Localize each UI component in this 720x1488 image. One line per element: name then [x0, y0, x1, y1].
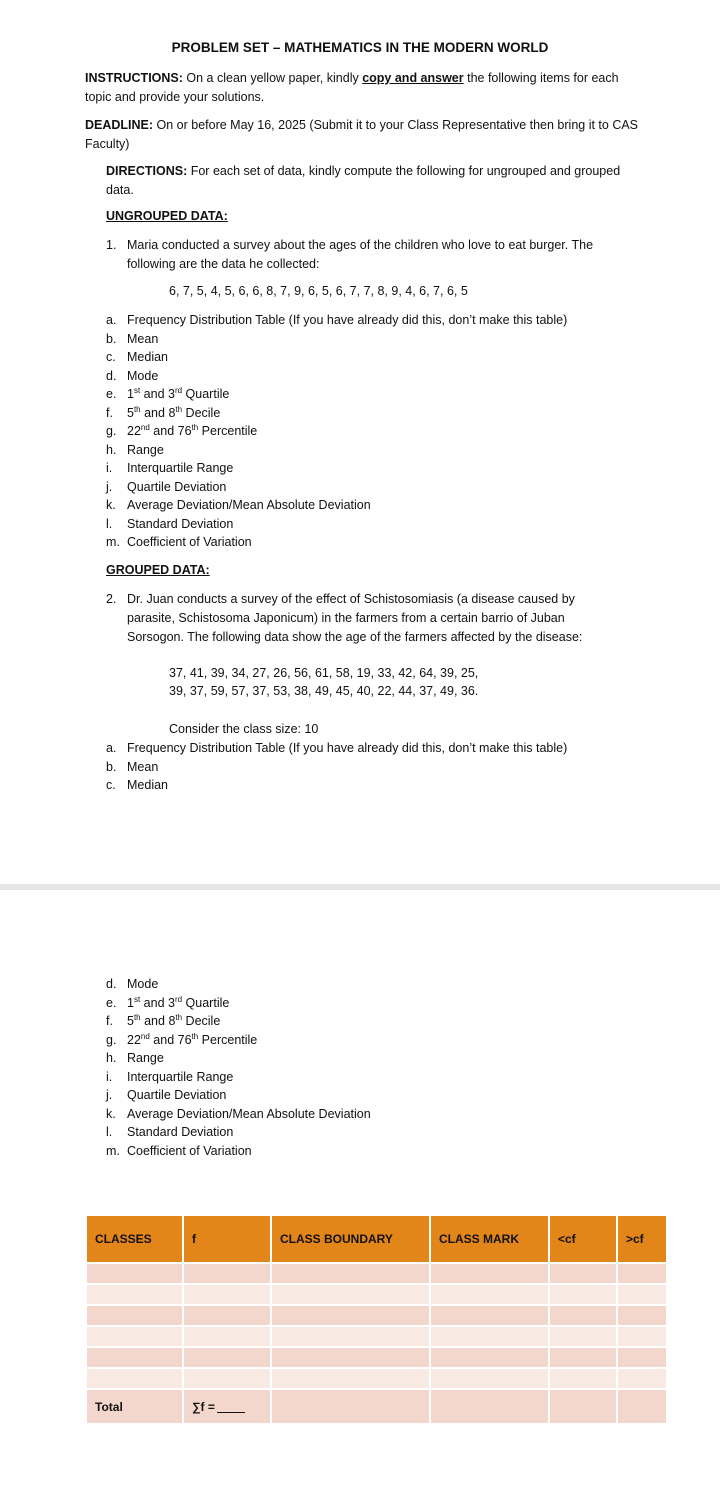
instructions-text-post: the following items for each topic and provide your solutions.: [85, 71, 619, 104]
deadline-paragraph: [85, 116, 645, 154]
header-class-boundary: CLASS BOUNDARY: [271, 1215, 430, 1263]
sum-f-blank[interactable]: [217, 1412, 245, 1413]
header-less-than-cf: <cf: [549, 1215, 617, 1263]
ungrouped-heading: UNGROUPED DATA:: [106, 209, 228, 223]
problem-1-number: 1.: [106, 238, 117, 252]
grouped-data-line-2: 39, 37, 59, 57, 37, 53, 38, 49, 45, 40, 22, 44, 37, 49, 36.: [169, 684, 479, 698]
problem-1: [106, 236, 626, 274]
directions-label: DIRECTIONS:: [106, 164, 188, 178]
problem-2: [106, 590, 601, 647]
sum-f-label: ∑f =: [192, 1399, 215, 1414]
header-frequency: f: [183, 1215, 271, 1263]
instructions-paragraph: [85, 69, 645, 107]
frequency-distribution-table: [85, 1214, 668, 1425]
page-1: PROBLEM SET – MATHEMATICS IN THE MODERN WORLD INSTRUCTIONS: On a clean yellow paper, kindly copy and answer the following items for each topic and provide your solutions. DEADLINE: On or before May 16, 2025 (Submit it to your Class Representative then bring it to CAS Faculty) DIRECTIONS: For each set of data, kindly compute the following for ungrouped and grouped data. UNGROUPED DATA: 1. Maria conducted a survey about the ages of the children who love to eat burger. The following are the data he collected: 6, 7, 5, 4, 5, 6, 6, 8, 7, 9, 6, 5, 6, 7, 7, 8, 9, 4, 6, 7, 6, 5 a. Frequency Distribution Table (If you have already did this, don’t make this table) b. Mean c. Median d. Mode e. 1st and 3rd Quartile f. 5th and 8th Decile g. 22nd and 76th Percentile h. Range i. Interquartile Range j. Quartile Deviation k. Average Deviation/Mean Absolute Deviation l. Standard Deviation m. Coefficient of Variation GROUPED DATA: 2. Dr. Juan conducts a survey of the effect of Schistosomiasis (a disease caused by parasite, Schistosoma Japonicum) in the farmers from a certain barrio of Juban Sorsogon. The following data show the age of the farmers affected by the disease: 37, 41, 39, 34, 27, 26, 56, 61, 58, 19, 33, 42, 64, 39, 25, 39, 37, 59, 57, 37, 53, 38, 49, 45, 40, 22, 44, 37, 49, 36. Consider the class size: 10 a. Frequency Distribution Table (If you have already did this, don’t make this table) b. Mean c. Median: [0, 0, 720, 884]
table-total-row: [86, 1389, 667, 1424]
directions-paragraph: [106, 162, 651, 200]
directions-text: For each set of data, kindly compute the following for ungrouped and grouped data.: [106, 164, 621, 197]
page-2: d. Mode e. 1st and 3rd Quartile f. 5th and 8th Decile g. 22nd and 76th Percentile h. Range i. Interquartile Range j. Quartile Deviation k. Average Deviation/Mean Absolute Deviation l. Standard Deviation m. Coefficient of Variation CLASSES f CLASS BOUNDARY CLASS MARK <cf >cf Total ∑f =: [0, 890, 720, 1488]
deadline-text: On or before May 16, 2025 (Submit it to your Class Representative then bring it to CAS Faculty): [85, 118, 639, 151]
class-size-note: Consider the class size: 10: [169, 722, 319, 736]
instructions-emphasis: copy and answer: [362, 71, 464, 85]
table-row: [86, 1368, 667, 1389]
table-row: [86, 1284, 667, 1305]
grouped-data-line-1: 37, 41, 39, 34, 27, 26, 56, 61, 58, 19, 33, 42, 64, 39, 25,: [169, 666, 479, 680]
problem-2-text: Dr. Juan conducts a survey of the effect of Schistosomiasis (a disease caused by parasite, Schistosoma Japonicum) in the farmers from a certain barrio of Juban Sorsogon. The following data show the age of the farmers affected by the disease:: [127, 592, 583, 644]
table-header-row: [86, 1215, 667, 1263]
sum-f-cell[interactable]: [183, 1389, 271, 1424]
table-row: [86, 1326, 667, 1347]
table-row: [86, 1263, 667, 1284]
table-row: [86, 1347, 667, 1368]
header-class-mark: CLASS MARK: [430, 1215, 549, 1263]
table-row: [86, 1305, 667, 1326]
document-title: PROBLEM SET – MATHEMATICS IN THE MODERN WORLD: [171, 40, 549, 55]
grouped-heading: GROUPED DATA:: [106, 563, 210, 577]
ungrouped-data: 6, 7, 5, 4, 5, 6, 6, 8, 7, 9, 6, 5, 6, 7, 7, 8, 9, 4, 6, 7, 6, 5: [169, 284, 468, 298]
instructions-text-pre: On a clean yellow paper, kindly: [182, 71, 363, 85]
header-classes: CLASSES: [86, 1215, 183, 1263]
deadline-label: DEADLINE:: [85, 118, 154, 132]
problem-1-text: Maria conducted a survey about the ages of the children who love to eat burger. The following are the data he collected:: [127, 238, 594, 271]
instructions-label: INSTRUCTIONS:: [85, 71, 183, 85]
total-label: Total: [86, 1389, 183, 1424]
header-greater-than-cf: >cf: [617, 1215, 667, 1263]
problem-2-number: 2.: [106, 592, 117, 606]
